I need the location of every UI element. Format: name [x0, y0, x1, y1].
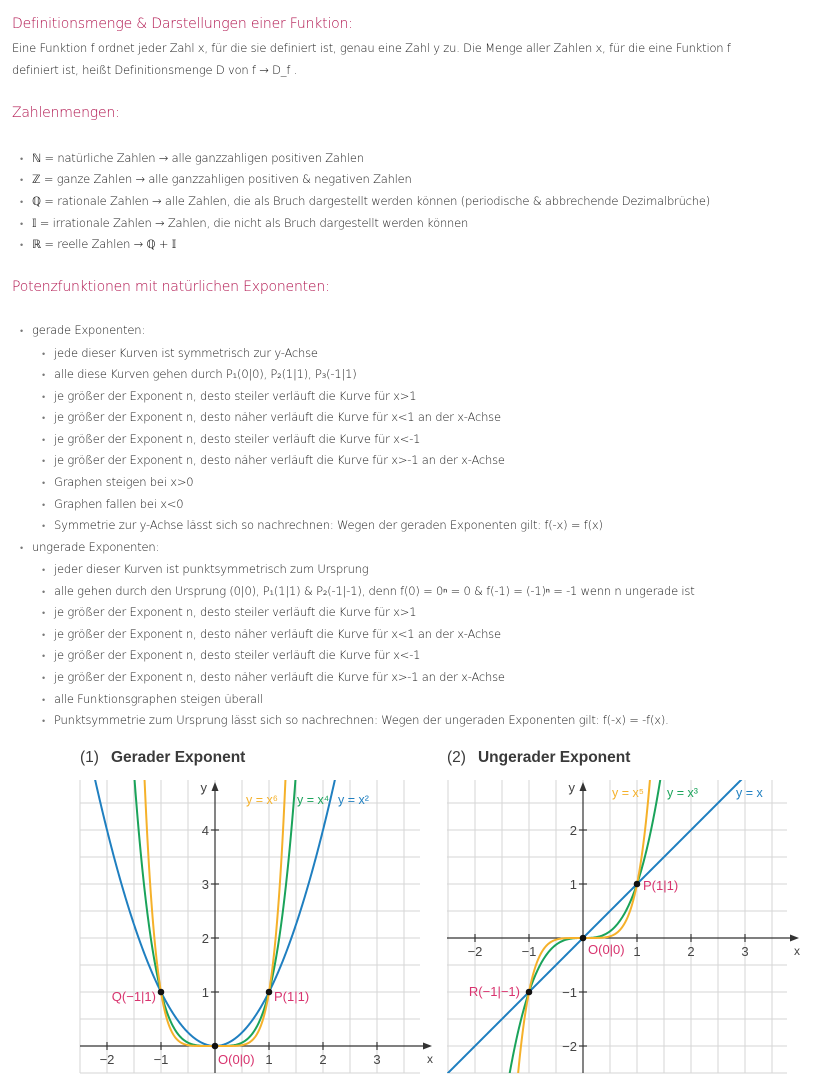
svg-text:−1: −1 — [153, 1052, 169, 1067]
grid — [447, 780, 787, 1073]
bullet-icon: • — [42, 696, 45, 706]
list-item: • alle diese Kurven gehen durch P₁(0|0), P₂(1|1), P₃(-1|1) — [42, 367, 357, 381]
bullet-icon: • — [20, 176, 23, 186]
svg-text:−2: −2 — [467, 944, 483, 959]
bullet-icon: • — [42, 631, 45, 641]
zahlenmengen-heading: Zahlenmengen: — [12, 105, 120, 121]
chart-1-title: (1) Gerader Exponent — [80, 749, 246, 766]
list-item: • 𝕀 = irrationale Zahlen → Zahlen, die nicht als Bruch dargestellt werden können — [20, 216, 469, 230]
bullet-icon: • — [42, 566, 45, 576]
svg-text:1: 1 — [633, 944, 641, 959]
list-item: • je größer der Exponent n, desto steiler verläuft die Kurve für x>1 — [42, 605, 417, 619]
svg-text:x: x — [427, 1052, 433, 1066]
list-item: • Graphen steigen bei x>0 — [42, 475, 194, 489]
list-item: • Punktsymmetrie zum Ursprung lässt sich so nachrechnen: Wegen der ungeraden Exponenten gilt: f(-x) = -f(x). — [42, 713, 669, 727]
series-label: y = x⁴ — [297, 793, 330, 807]
y-axis-arrow-icon — [580, 782, 587, 791]
bullet-icon: • — [20, 241, 23, 251]
list-item: • Graphen fallen bei x<0 — [42, 497, 184, 511]
list-item: • je größer der Exponent n, desto näher verläuft die Kurve für x<1 an der x-Achse — [42, 627, 501, 641]
point-label-r: R(−1|−1) — [468, 984, 520, 999]
bullet-icon: • — [42, 609, 45, 619]
svg-text:1: 1 — [265, 1052, 273, 1067]
odd-exponents-label: • ungerade Exponenten: — [20, 540, 160, 554]
list-item: • alle Funktionsgraphen steigen überall — [42, 692, 263, 706]
bullet-icon: • — [20, 544, 23, 554]
svg-text:2: 2 — [687, 944, 695, 959]
svg-text:y: y — [568, 780, 575, 795]
even-exponents-label: • gerade Exponenten: — [20, 323, 145, 337]
bullet-icon: • — [42, 371, 45, 381]
bullet-icon: • — [42, 350, 45, 360]
point-label-q: Q(−1|1) — [111, 989, 156, 1004]
list-item: • alle gehen durch den Ursprung (0|0), P₁(1|1) & P₂(-1|-1), denn f(0) = 0ⁿ = 0 & f(-1) = (-1)ⁿ = -1 wenn n ungerade ist — [42, 584, 695, 598]
svg-text:x: x — [794, 944, 800, 958]
x-axis-arrow-icon — [790, 935, 799, 942]
bullet-icon: • — [42, 393, 45, 403]
list-item: • je größer der Exponent n, desto näher verläuft die Kurve für x>-1 an der x-Achse — [42, 453, 505, 467]
series-label: y = x³ — [667, 786, 698, 800]
curves — [447, 0, 787, 1086]
bullet-icon: • — [42, 588, 45, 598]
point-marker — [634, 881, 641, 888]
curve-yx — [447, 0, 787, 1086]
svg-text:2: 2 — [569, 823, 577, 838]
bullet-icon: • — [42, 501, 45, 511]
bullet-icon: • — [20, 220, 23, 230]
bullet-icon: • — [20, 155, 23, 165]
list-item: • je größer der Exponent n, desto steiler verläuft die Kurve für x<-1 — [42, 432, 421, 446]
svg-text:3: 3 — [741, 944, 749, 959]
bullet-icon: • — [42, 436, 45, 446]
svg-text:2: 2 — [319, 1052, 327, 1067]
series-label: y = x² — [338, 793, 369, 807]
point-label-p: P(1|1) — [274, 989, 310, 1004]
list-item: • Symmetrie zur y-Achse lässt sich so nachrechnen: Wegen der geraden Exponenten gilt: f(-x) = f(x) — [42, 518, 603, 532]
svg-text:−2: −2 — [562, 1039, 577, 1054]
svg-text:1: 1 — [569, 877, 577, 892]
list-item: • ℝ = reelle Zahlen → ℚ + 𝕀 — [20, 237, 177, 251]
series-label: y = x⁶ — [246, 793, 278, 807]
svg-text:−1: −1 — [521, 944, 537, 959]
definition-heading: Definitionsmenge & Darstellungen einer Funktion: — [12, 16, 353, 32]
bullet-icon: • — [42, 414, 45, 424]
bullet-icon: • — [42, 479, 45, 489]
svg-text:4: 4 — [201, 823, 209, 838]
bullet-icon: • — [42, 717, 45, 727]
series-label: y = x — [736, 786, 763, 800]
curve-yx — [447, 734, 787, 1074]
bullet-icon: • — [42, 652, 45, 662]
list-item: • je größer der Exponent n, desto näher verläuft die Kurve für x<1 an der x-Achse — [42, 410, 501, 424]
point-marker — [580, 935, 587, 942]
svg-text:3: 3 — [201, 877, 209, 892]
point-label-o: O(0|0) — [218, 1052, 255, 1067]
svg-text:1: 1 — [201, 985, 209, 1000]
list-item: • jede dieser Kurven ist symmetrisch zur y-Achse — [42, 346, 318, 360]
bullet-icon: • — [42, 457, 45, 467]
point-marker — [526, 989, 533, 996]
svg-text:−2: −2 — [99, 1052, 115, 1067]
list-item: • ℚ = rationale Zahlen → alle Zahlen, die als Bruch dargestellt werden können (periodische & abbrechende Dezimalbrüche) — [20, 194, 711, 208]
list-item: • je größer der Exponent n, desto steiler verläuft die Kurve für x<-1 — [42, 648, 421, 662]
point-label-o: O(0|0) — [588, 942, 625, 957]
svg-text:3: 3 — [373, 1052, 381, 1067]
list-item: • ℕ = natürliche Zahlen → alle ganzzahligen positiven Zahlen — [20, 151, 364, 165]
svg-text:y: y — [200, 780, 207, 795]
bullet-icon: • — [20, 198, 23, 208]
list-item: • jeder dieser Kurven ist punktsymmetrisch zum Ursprung — [42, 562, 369, 576]
definition-text-line-2: definiert ist, heißt Definitionsmenge D von f → D_f . — [12, 63, 298, 77]
bullet-icon: • — [20, 327, 23, 337]
list-item: • ℤ = ganze Zahlen → alle ganzzahligen positiven & negativen Zahlen — [20, 172, 412, 186]
chart-2-title: (2) Ungerader Exponent — [447, 749, 631, 766]
svg-text:2: 2 — [201, 931, 209, 946]
point-label-p: P(1|1) — [643, 878, 679, 893]
list-item: • je größer der Exponent n, desto steiler verläuft die Kurve für x>1 — [42, 389, 417, 403]
bullet-icon: • — [42, 522, 45, 532]
bullet-icon: • — [42, 674, 45, 684]
definition-text-line-1: Eine Funktion f ordnet jeder Zahl x, für die sie definiert ist, genau eine Zahl y zu. Die Menge aller Zahlen x, für die eine Funktion f — [12, 41, 731, 55]
svg-text:−1: −1 — [562, 985, 577, 1000]
list-item: • je größer der Exponent n, desto näher verläuft die Kurve für x>-1 an der x-Achse — [42, 670, 505, 684]
series-label: y = x⁵ — [612, 786, 644, 800]
potenzfunktionen-heading: Potenzfunktionen mit natürlichen Exponenten: — [12, 279, 330, 295]
